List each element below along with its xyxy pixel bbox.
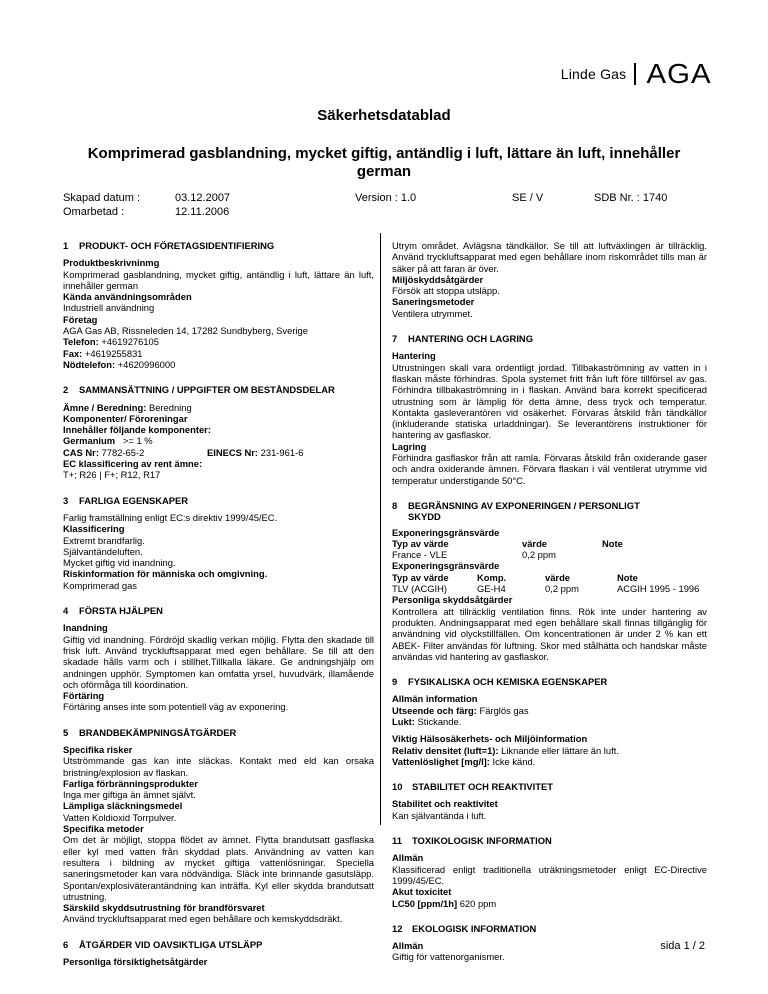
appearance-label: Utseende och färg: xyxy=(392,704,477,716)
emergency-label: Nödtelefon: xyxy=(63,358,116,370)
subheading: Personliga försiktighetsåtgärder xyxy=(63,956,208,968)
section-title: STABILITET OCH REAKTIVITET xyxy=(412,781,553,793)
appearance-value: Färglös gas xyxy=(476,704,529,716)
left-column xyxy=(63,240,374,967)
subheading: Miljöskyddsåtgärder xyxy=(392,273,484,285)
subheading: Klassificering xyxy=(63,523,125,535)
subheading: Lämpliga släckningsmedel xyxy=(63,800,183,812)
section-number: 10 xyxy=(392,781,403,793)
section-title: FÖRSTA HJÄLPEN xyxy=(79,605,163,617)
column-divider xyxy=(380,233,381,825)
section-title: BRANDBEKÄMPNINGSÅTGÄRDER xyxy=(79,726,237,738)
solubility-label: Vattenlöslighet [mg/l]: xyxy=(392,755,490,767)
section-title: TOXIKOLOGISK INFORMATION xyxy=(412,835,552,847)
subheading: Förtäring xyxy=(63,690,105,702)
section-number: 7 xyxy=(392,333,398,345)
paragraph: Giftig för vattenorganismer. xyxy=(392,951,505,963)
subheading: Riskinformation för människa och omgivning. xyxy=(63,568,268,580)
paragraph: Vatten Koldioxid Torrpulver. xyxy=(63,811,177,823)
section-3-heading xyxy=(63,495,374,506)
exposure-table-2-header xyxy=(392,572,707,583)
logo-divider xyxy=(634,63,636,85)
subheading: Produktbeskrivninmg xyxy=(63,257,160,269)
version: Version : 1.0 xyxy=(355,192,417,204)
sdb-number: SDB Nr. : 1740 xyxy=(594,192,668,204)
paragraph: Mycket giftig vid inandning. xyxy=(63,557,176,569)
col-header-type: Typ av värde xyxy=(392,571,449,583)
subheading: Komponenter/ Föroreningar xyxy=(63,412,188,424)
section-title-line-1: BEGRÄNSNING AV EXPONERINGEN / PERSONLIGT xyxy=(408,499,640,511)
section-title-line-2: SKYDD xyxy=(408,511,441,523)
section-title: PRODUKT- OCH FÖRETAGSIDENTIFIERING xyxy=(79,240,275,251)
section-number: 1 xyxy=(63,240,69,251)
col-header-value: värde xyxy=(545,571,571,583)
company-logo xyxy=(561,58,710,90)
paragraph: Industriell användning xyxy=(63,302,155,314)
fax-value: +4619255831 xyxy=(82,347,143,359)
component-line xyxy=(63,435,374,446)
section-title: ÅTGÄRDER VID OAVSIKTLIGA UTSLÄPP xyxy=(79,938,263,950)
col-header-note: Note xyxy=(617,571,638,583)
solubility-value: Icke känd. xyxy=(489,755,536,767)
paragraph: Förtäring anses inte som potentiell väg av exponering. xyxy=(63,701,289,713)
lc50-line xyxy=(392,898,707,909)
phone-line xyxy=(63,336,374,347)
section-title: SAMMANSÄTTNING / UPPGIFTER OM BESTÅNDSDELAR xyxy=(79,384,335,396)
subheading: Specifika metoder xyxy=(63,823,144,835)
section-5-heading xyxy=(63,727,374,738)
section-title: FYSIKALISKA OCH KEMISKA EGENSKAPER xyxy=(408,676,608,688)
right-column xyxy=(392,240,707,963)
subheading: Hantering xyxy=(392,350,436,362)
section-11-heading xyxy=(392,835,707,846)
appearance-line xyxy=(392,705,707,716)
odor-value: Stickande. xyxy=(414,715,462,727)
cas-label: CAS Nr: xyxy=(63,446,99,458)
subheading: Allmän xyxy=(392,940,424,952)
subheading: Viktig Hälsosäkerhets- och Miljöinformation xyxy=(392,733,588,745)
fax-line xyxy=(63,348,374,359)
emergency-line xyxy=(63,359,374,370)
paragraph: Använd tryckluftsapparat med egen behållare och kemskyddsdräkt. xyxy=(63,913,343,925)
odor-label: Lukt: xyxy=(392,715,415,727)
subheading: Farliga förbränningsprodukter xyxy=(63,777,198,789)
subheading: Saneringsmetoder xyxy=(392,296,475,308)
subheading: Specifika risker xyxy=(63,743,133,755)
section-number: 5 xyxy=(63,726,69,738)
section-number: 2 xyxy=(63,384,69,396)
company-address: AGA Gas AB, Rissneleden 14, 17282 Sundbyberg, Sverige xyxy=(63,325,308,337)
paragraph: Klassificerad enligt traditionella uträkningsmetoder enligt EC-Directive 1999/45/EC. xyxy=(392,863,707,886)
paragraph: Giftig vid inandning. Fördröjd skadlig verkan möjlig. Flytta den skadade till frisk luft. Använd tryckluftsapparat med egen behållare. Se till att den skadade hålls varm och i stillhet.Tillkalla läkare. Ge andningshjälp om andningen upphör. Symptomen kan omfatta yrsel, huvudvärk, illamående och oförmåga till koordination. xyxy=(63,633,374,690)
cell-note: ACGIH 1995 - 1996 xyxy=(617,583,700,595)
paragraph: T+; R26 | F+; R12, R17 xyxy=(63,469,161,481)
section-number: 8 xyxy=(392,499,398,511)
einecs-value: 231-961-6 xyxy=(258,446,304,458)
paragraph: Självantändeluften. xyxy=(63,545,143,557)
subheading: Allmän xyxy=(392,852,424,864)
col-header-note: Note xyxy=(602,537,623,549)
cas-einecs-line xyxy=(63,447,374,458)
phone-label: Telefon: xyxy=(63,336,99,348)
section-title: FARLIGA EGENSKAPER xyxy=(79,494,189,506)
subheading: Personliga skyddsåtgärder xyxy=(392,594,513,606)
subheading: Företag xyxy=(63,313,98,325)
paragraph: Försök att stoppa utsläpp. xyxy=(392,285,500,297)
created-date: 03.12.2007 xyxy=(175,192,231,204)
subheading: Stabilitet och reaktivitet xyxy=(392,798,498,810)
paragraph: Farlig framställning enligt EC:s direktiv 1999/45/EC. xyxy=(63,511,278,523)
cell-type: TLV (ACGIH) xyxy=(392,583,448,595)
paragraph: Komprimerad gasblandning, mycket giftig, antändlig i luft, lättare än luft, innehåller german xyxy=(63,268,374,291)
substance-line xyxy=(63,402,374,413)
paragraph: Utströmmande gas kan inte släckas. Kontakt med eld kan orsaka bristning/explosion av flaskan. xyxy=(63,755,374,778)
subheading: Särskild skyddsutrustning för brandförsvaret xyxy=(63,902,265,914)
lc50-value: 620 ppm xyxy=(457,897,497,909)
substance-label: Ämne / Beredning: xyxy=(63,401,147,413)
density-line xyxy=(392,745,707,756)
language-code: SE / V xyxy=(512,192,544,204)
component-concentration: >= 1 % xyxy=(115,435,153,447)
subheading: Inandning xyxy=(63,622,108,634)
emergency-value: +4620996000 xyxy=(115,358,176,370)
subheading: Innehåller följande komponenter: xyxy=(63,424,211,436)
paragraph: Kan självantända i luft. xyxy=(392,809,487,821)
table-row xyxy=(392,583,707,594)
document-title: Säkerhetsdatablad xyxy=(317,107,451,124)
subheading: Kända användningsområden xyxy=(63,291,192,303)
lc50-label: LC50 [ppm/1h] xyxy=(392,897,458,909)
subheading: Akut toxicitet xyxy=(392,886,452,898)
exposure-table-1-header xyxy=(392,538,707,549)
section-2-heading xyxy=(63,384,374,395)
product-title: Komprimerad gasblandning, mycket giftig, antändlig i luft, lättare än luft, innehåller german xyxy=(87,145,681,180)
section-9-heading xyxy=(392,676,707,687)
subheading: Lagring xyxy=(392,440,427,452)
density-label: Relativ densitet (luft=1): xyxy=(392,744,499,756)
section-number: 3 xyxy=(63,494,69,506)
section-title xyxy=(408,500,640,523)
table-row xyxy=(392,549,707,560)
subheading: EC klassificering av rent ämne: xyxy=(63,458,203,470)
einecs-label: EINECS Nr: xyxy=(207,446,259,458)
paragraph: Komprimerad gas xyxy=(63,579,137,591)
paragraph: Inga mer giftiga än ämnet självt. xyxy=(63,789,196,801)
phone-value: +4619276105 xyxy=(98,336,159,348)
col-header-type: Typ av värde xyxy=(392,537,449,549)
section-7-heading xyxy=(392,333,707,344)
section-6-heading xyxy=(63,939,374,950)
paragraph: Kontrollera att tillräcklig ventilation finns. Rök inte under hantering av produkten. Andningsapparat med egen behållare skall finnas tillgänglig för användning vid olyckstillfällen. Om koncentrationen är under 2 % kan ett ABEK- Filter användas för luftning. Skor med stålhätta och handskar måste användas vid hantering av gasflaskor. xyxy=(392,605,707,662)
section-4-heading xyxy=(63,605,374,616)
fax-label: Fax: xyxy=(63,347,83,359)
page-number: sida 1 / 2 xyxy=(660,940,705,952)
col-header-component: Komp. xyxy=(477,571,507,583)
subheading: Exponeringsgränsvärde xyxy=(392,560,500,572)
paragraph: Utrustningen skall vara ordentligt jordad. Tillbakaströmning av vatten in i flaskan måste förhindras. Spola systemet fritt från luft före tillförsel av gas. Förhindra tillbakaströmning in i flaskan. Använd bara korrekt specificerad utrustning som är lämplig för detta ämne, dess tryck och temperatur. Kontakta gasleverantören vid osäkerhet. Förvaras åtskild från tändkällor (inkluderande statiska urladdningar). Se leverantörens instruktioner för hantering av gasflaskor. xyxy=(392,361,707,441)
section-number: 4 xyxy=(63,605,69,617)
section-title: EKOLOGISK INFORMATION xyxy=(412,922,537,934)
solubility-line xyxy=(392,756,707,767)
created-label: Skapad datum : xyxy=(63,192,141,204)
paragraph: Utrym området. Avlägsna tändkällor. Se till att luftväxlingen är tillräcklig. Använd tryckluftsapparat med egen behållare inom riskområdet tills man är säker på att faran är över. xyxy=(392,240,707,274)
section-12-heading xyxy=(392,923,707,934)
section-title: HANTERING OCH LAGRING xyxy=(408,333,533,345)
section-number: 6 xyxy=(63,938,69,950)
subheading: Exponeringsgränsvärde xyxy=(392,526,500,538)
section-10-heading xyxy=(392,781,707,792)
aga-logo-text: AGA xyxy=(646,58,712,89)
paragraph: Ventilera utrymmet. xyxy=(392,307,473,319)
substance-value: Beredning xyxy=(146,401,192,413)
cell-value: 0,2 ppm xyxy=(522,549,556,561)
odor-line xyxy=(392,716,707,727)
cell-value: 0,2 ppm xyxy=(545,583,579,595)
cas-value: 7782-65-2 xyxy=(98,446,145,458)
section-number: 9 xyxy=(392,676,398,688)
revised-date: 12.11.2006 xyxy=(175,206,230,218)
section-number: 12 xyxy=(392,922,403,934)
paragraph: Extremt brandfarlig. xyxy=(63,534,145,546)
col-header-value: värde xyxy=(522,537,548,549)
paragraph: Om det är möjligt, stoppa flödet av ämnet. Flytta brandutsatt gasflaska eller kyl med vatten från skyddad plats. Användning av vatten kan resultera i bildning av mycket giftiga vattenlösningar. Speciella saneringsmetoder kan vara nödvändiga. Släck inte brinnande gasutsläpp. Spontan/explosiväterantändning kan inträffa. Kyl eller skydda brandutsatt utrustning. xyxy=(63,834,374,902)
density-value: Liknande eller lättare än luft. xyxy=(498,744,619,756)
section-8-heading xyxy=(392,500,707,523)
subheading: Allmän information xyxy=(392,693,478,705)
cell-type: France - VLE xyxy=(392,549,448,561)
section-number: 11 xyxy=(392,835,402,847)
linde-gas-logo-text: Linde Gas xyxy=(560,66,627,82)
revised-label: Omarbetad : xyxy=(63,206,125,218)
cell-component: GE-H4 xyxy=(477,583,506,595)
component-name: Germanium xyxy=(63,435,116,447)
paragraph: Förhindra gasflaskor från att ramla. Förvaras åtskild från oxiderande gaser och andra oxiderande ämnen. Förvara flaskan i väl ventilerat utrymme vid temperatur understigande 50°C. xyxy=(392,452,707,486)
section-1-heading xyxy=(63,240,374,251)
